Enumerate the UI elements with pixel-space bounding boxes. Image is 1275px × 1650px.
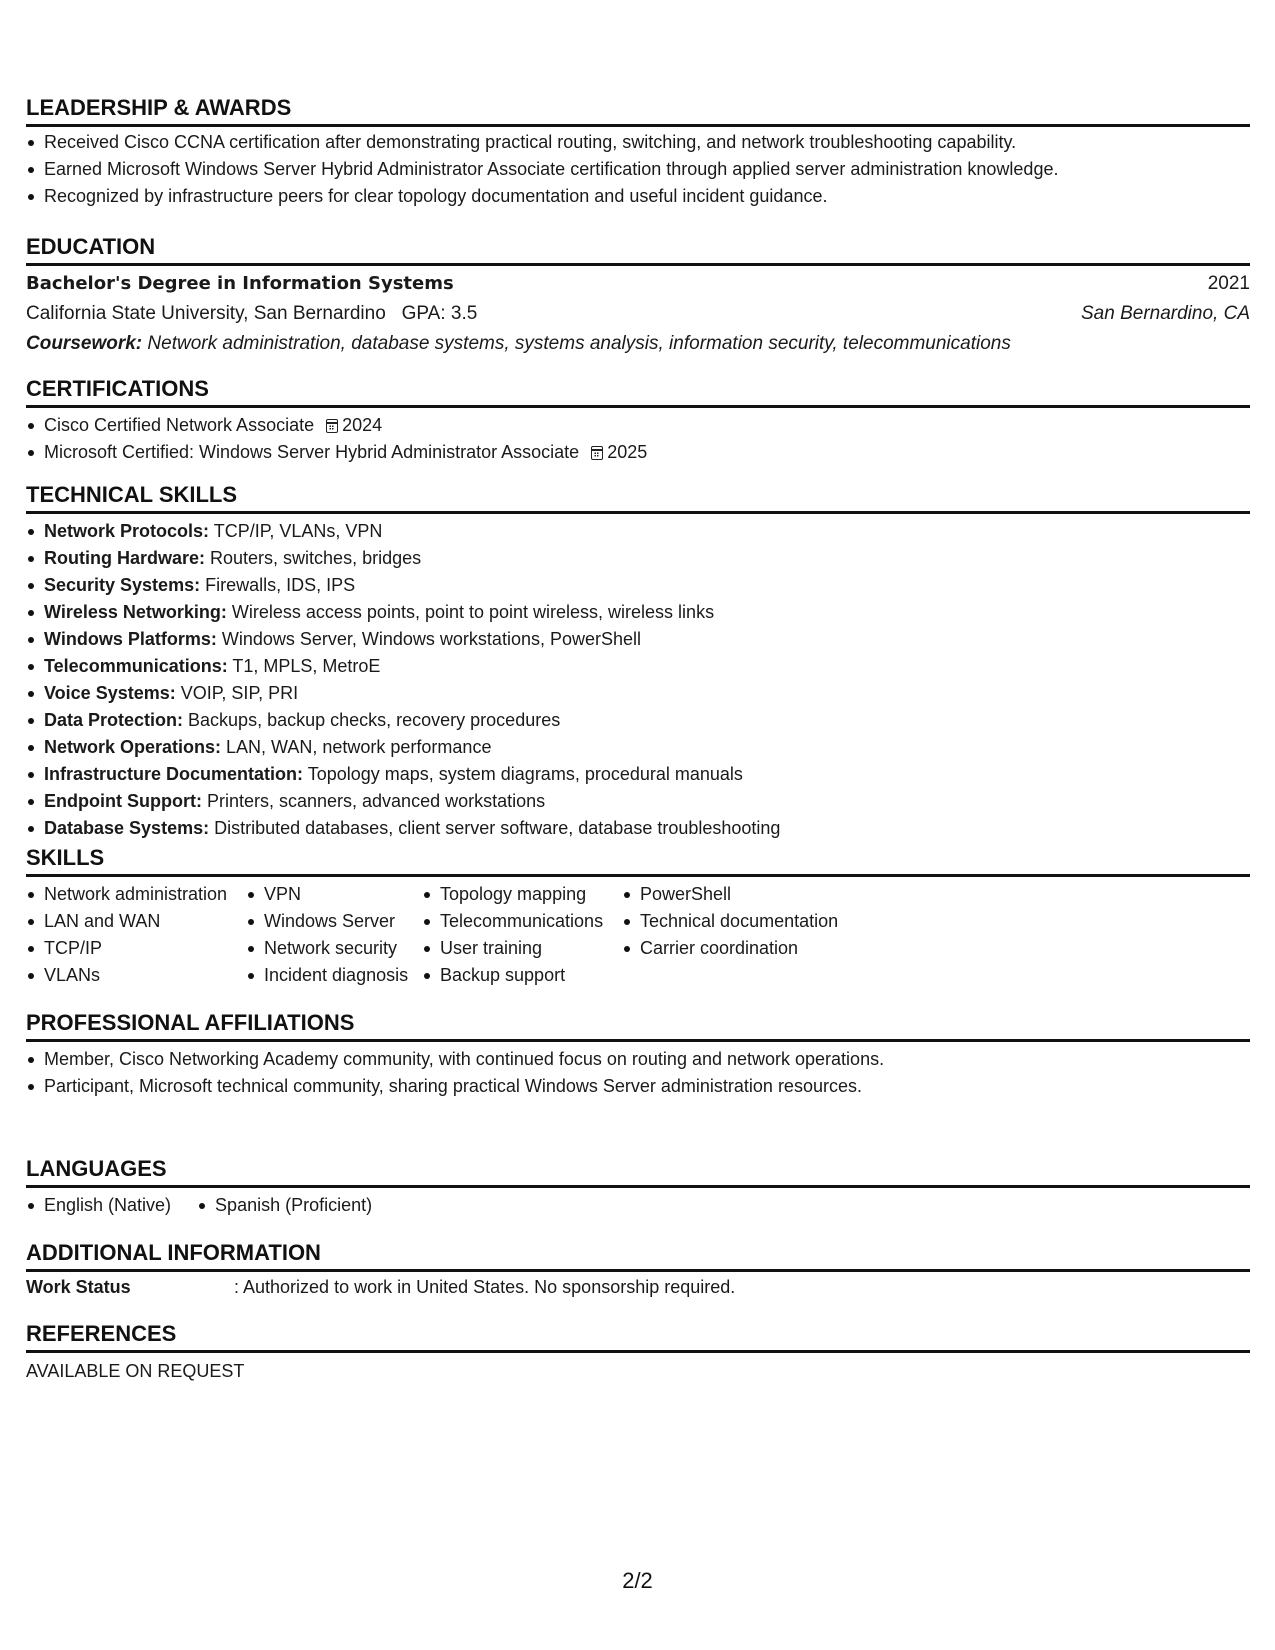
section-certifications — [26, 376, 1250, 466]
section-references — [26, 1321, 1250, 1386]
education-school: California State University, San Bernardino GPA: 3.5 — [26, 303, 478, 324]
technical-skill-item — [26, 788, 1250, 815]
skill-item: Technical documentation — [622, 908, 882, 935]
technical-skill-value: LAN, WAN, network performance — [221, 737, 492, 757]
work-status-value: : Authorized to work in United States. No sponsorship required. — [234, 1277, 736, 1297]
section-languages — [26, 1156, 1250, 1219]
language-item: Spanish (Proficient) — [197, 1192, 372, 1219]
page-number: 2/2 — [622, 1568, 653, 1593]
section-title-technical-skills: TECHNICAL SKILLS — [26, 482, 1250, 514]
section-skills — [26, 845, 1250, 989]
technical-skill-item — [26, 545, 1250, 572]
work-status-label: Work Status — [26, 1277, 131, 1297]
technical-skill-item — [26, 707, 1250, 734]
technical-skill-value: TCP/IP, VLANs, VPN — [209, 521, 383, 541]
section-title-education: EDUCATION — [26, 234, 1250, 266]
section-education — [26, 234, 1250, 359]
technical-skill-label: Windows Platforms: — [44, 629, 217, 649]
skill-item: Backup support — [422, 962, 622, 989]
skill-item: Network security — [246, 935, 422, 962]
education-coursework — [26, 329, 1250, 359]
section-title-languages: LANGUAGES — [26, 1156, 1250, 1188]
section-technical-skills — [26, 482, 1250, 842]
certification-name: Cisco Certified Network Associate — [44, 415, 315, 435]
coursework-text: Network administration, database systems, systems analysis, information security, telecommunications — [142, 333, 1011, 354]
skill-item: VPN — [246, 881, 422, 908]
skill-item: LAN and WAN — [26, 908, 246, 935]
affiliation-item: Member, Cisco Networking Academy community, with continued focus on routing and network operations. — [26, 1046, 1250, 1073]
technical-skill-value: Topology maps, system diagrams, procedural manuals — [303, 764, 743, 784]
technical-skill-label: Security Systems: — [44, 575, 201, 595]
education-year: 2021 — [1207, 273, 1250, 294]
skills-column — [26, 881, 246, 989]
technical-skill-label: Database Systems: — [44, 818, 210, 838]
technical-skill-value: Backups, backup checks, recovery procedures — [183, 710, 561, 730]
education-school-row — [26, 299, 1250, 329]
technical-skill-label: Routing Hardware: — [44, 548, 206, 568]
technical-skill-value: VOIP, SIP, PRI — [175, 683, 299, 703]
skill-item: Incident diagnosis — [246, 962, 422, 989]
certification-item — [26, 439, 1250, 466]
skill-item: User training — [422, 935, 622, 962]
technical-skill-label: Telecommunications: — [44, 656, 228, 676]
technical-skill-label: Network Operations: — [44, 737, 222, 757]
coursework-label: Coursework: — [26, 333, 143, 354]
skill-item: Telecommunications — [422, 908, 622, 935]
certifications-list — [26, 412, 1250, 466]
technical-skill-label: Data Protection: — [44, 710, 184, 730]
language-item: English (Native) — [26, 1192, 171, 1219]
section-title-leadership: LEADERSHIP & AWARDS — [26, 95, 1250, 127]
technical-skill-value: Routers, switches, bridges — [205, 548, 422, 568]
skill-item: Topology mapping — [422, 881, 622, 908]
technical-skills-list — [26, 518, 1250, 842]
technical-skill-label: Voice Systems: — [44, 683, 176, 703]
technical-skill-item — [26, 761, 1250, 788]
skill-item: TCP/IP — [26, 935, 246, 962]
skill-item: Windows Server — [246, 908, 422, 935]
education-degree-row — [26, 269, 1250, 299]
leadership-item: Received Cisco CCNA certification after demonstrating practical routing, switching, and network troubleshooting capability. — [26, 129, 1250, 156]
technical-skill-value: Wireless access points, point to point wireless, wireless links — [226, 602, 715, 622]
section-title-affiliations: PROFESSIONAL AFFILIATIONS — [26, 1010, 1250, 1042]
technical-skill-value: Distributed databases, client server software, database troubleshooting — [209, 818, 781, 838]
skills-grid — [26, 881, 1250, 989]
technical-skill-label: Wireless Networking: — [44, 602, 227, 622]
education-degree: Bachelor's Degree in Information Systems — [26, 273, 454, 294]
technical-skill-label: Network Protocols: — [44, 521, 210, 541]
technical-skill-item — [26, 572, 1250, 599]
technical-skill-value: Windows Server, Windows workstations, PowerShell — [216, 629, 642, 649]
technical-skill-item — [26, 680, 1250, 707]
skills-column — [246, 881, 422, 989]
leadership-item: Earned Microsoft Windows Server Hybrid Administrator Associate certification through applied server administration knowledge. — [26, 156, 1250, 183]
certification-year: 2024 — [342, 415, 383, 435]
skills-column — [422, 881, 622, 989]
technical-skill-item — [26, 518, 1250, 545]
technical-skill-value: Printers, scanners, advanced workstations — [201, 791, 546, 811]
technical-skill-value: Firewalls, IDS, IPS — [200, 575, 356, 595]
skills-column — [622, 881, 882, 989]
leadership-list — [26, 129, 1250, 210]
technical-skill-label: Infrastructure Documentation: — [44, 764, 304, 784]
skill-item: Network administration — [26, 881, 246, 908]
education-location: San Bernardino, CA — [1081, 303, 1250, 324]
technical-skill-item — [26, 599, 1250, 626]
skill-item: VLANs — [26, 962, 246, 989]
skill-item: PowerShell — [622, 881, 882, 908]
affiliations-list — [26, 1046, 1250, 1100]
certification-name: Microsoft Certified: Windows Server Hybrid Administrator Associate — [44, 442, 580, 462]
references-text: AVAILABLE ON REQUEST — [26, 1361, 245, 1381]
certification-year: 2025 — [607, 442, 648, 462]
technical-skill-item — [26, 734, 1250, 761]
technical-skill-label: Endpoint Support: — [44, 791, 202, 811]
education-entry — [26, 269, 1250, 359]
technical-skill-item — [26, 626, 1250, 653]
calendar-icon — [591, 446, 603, 460]
work-status-row — [26, 1272, 1250, 1302]
technical-skill-item — [26, 815, 1250, 842]
affiliation-item: Participant, Microsoft technical community, sharing practical Windows Server administration resources. — [26, 1073, 1250, 1100]
section-leadership — [26, 95, 1250, 210]
technical-skill-value: T1, MPLS, MetroE — [227, 656, 381, 676]
technical-skill-item — [26, 653, 1250, 680]
leadership-item: Recognized by infrastructure peers for clear topology documentation and useful incident guidance. — [26, 183, 1250, 210]
section-title-certifications: CERTIFICATIONS — [26, 376, 1250, 408]
section-additional-info — [26, 1240, 1250, 1302]
skill-item: Carrier coordination — [622, 935, 882, 962]
section-title-references: REFERENCES — [26, 1321, 1250, 1353]
certification-item — [26, 412, 1250, 439]
section-title-skills: SKILLS — [26, 845, 1250, 877]
languages-list — [26, 1192, 1250, 1219]
section-affiliations — [26, 1010, 1250, 1100]
section-title-additional-info: ADDITIONAL INFORMATION — [26, 1240, 1250, 1272]
calendar-icon — [326, 419, 338, 433]
